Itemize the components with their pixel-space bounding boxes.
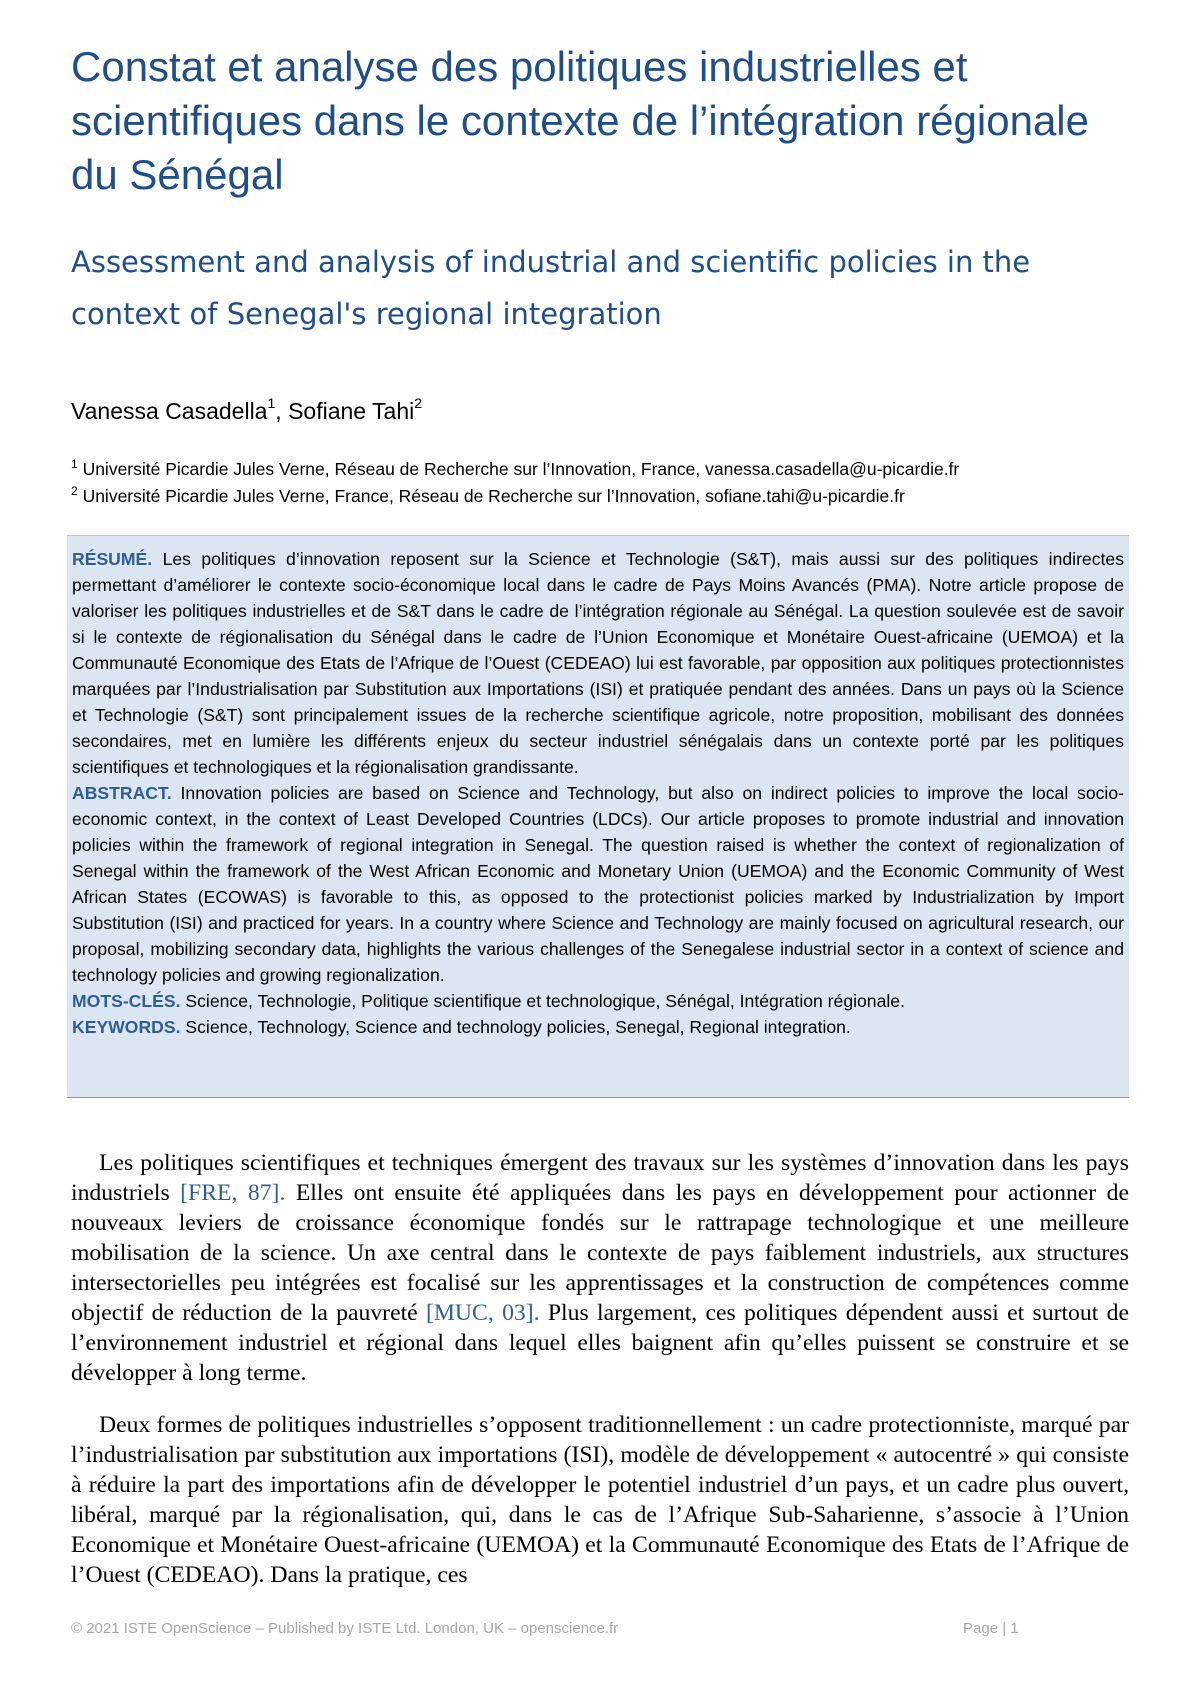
- affiliation-text: Université Picardie Jules Verne, France, Réseau de Recherche sur l’Innovation, sofiane.tahi@u-picardie.fr: [82, 486, 905, 506]
- affiliation-text: Université Picardie Jules Verne, Réseau de Recherche sur l’Innovation, France, vanessa.casadella@u-picardie.fr: [82, 459, 960, 479]
- author-name: Vanessa Casadella: [71, 398, 268, 424]
- keywords-label: KEYWORDS.: [72, 1017, 181, 1037]
- abstract-label: ABSTRACT.: [72, 783, 172, 803]
- motscles-paragraph: [72, 988, 1124, 1014]
- page-title: Constat et analyse des politiques industrielles et scientifiques dans le contexte de l’intégration régionale du Sénégal: [71, 43, 1089, 198]
- keywords-paragraph: [72, 1014, 1124, 1040]
- author-affiliation-mark: 1: [267, 395, 276, 411]
- affiliation-mark: 1: [71, 457, 78, 471]
- citation-link[interactable]: [MUC, 03].: [425, 1300, 540, 1326]
- author-line: [71, 396, 422, 426]
- footer-page-number: Page | 1: [963, 1620, 1019, 1637]
- affiliation-2: [71, 485, 905, 507]
- affiliation-mark: 2: [71, 484, 78, 498]
- abstract-box: [67, 535, 1129, 1098]
- body-text: Les politiques scientifiques et techniques émergent des travaux sur les systèmes d’innovation dans les pays industriels: [71, 1150, 1129, 1206]
- author-separator: ,: [275, 398, 289, 424]
- citation-link[interactable]: [FRE, 87].: [180, 1180, 286, 1206]
- body-text: Plus largement, ces politiques dépendent aussi et surtout de l’environnement industriel et régional dans lequel elles baignent afin qu’elles puissent se construire et se développer à long terme.: [71, 1300, 1129, 1386]
- resume-paragraph: [72, 546, 1124, 780]
- affiliation-1: [71, 458, 959, 480]
- footer-copyright: © 2021 ISTE OpenScience – Published by ISTE Ltd. London, UK – openscience.fr: [71, 1620, 619, 1637]
- motscles-text: Science, Technologie, Politique scientifique et technologique, Sénégal, Intégration régionale.: [180, 991, 905, 1011]
- abstract-text: Innovation policies are based on Science and Technology, but also on indirect policies to improve the local socio-economic context, in the context of Least Developed Countries (LDCs). Our article proposes to promote industrial and innovation policies within the framework of regional integration in Senegal. The question raised is whether the context of regionalization of Senegal within the framework of the West African Economic and Monetary Union (UEMOA) and the Economic Community of West African States (ECOWAS) is favorable to this, as opposed to the protectionist policies marked by Industrialization by Import Substitution (ISI) and practiced for years. In a country where Science and Technology are mainly focused on agricultural research, our proposal, mobilizing secondary data, highlights the various challenges of the Senegalese industrial sector in a context of science and technology policies and growing regionalization.: [72, 783, 1124, 985]
- abstract-paragraph: [72, 780, 1124, 988]
- body-paragraph-1: [71, 1148, 1129, 1388]
- resume-label: RÉSUMÉ.: [72, 549, 153, 569]
- keywords-text: Science, Technology, Science and technology policies, Senegal, Regional integration.: [180, 1017, 851, 1037]
- resume-text: Les politiques d’innovation reposent sur la Science et Technologie (S&T), mais aussi sur des politiques indirectes permettant d’améliorer le contexte socio-économique local dans le cadre de Pays Moins Avancés (PMA). Notre article propose de valoriser les politiques industrielles et de S&T dans le cadre de l’intégration régionale au Sénégal. La question soulevée est de savoir si le contexte de régionalisation du Sénégal dans le cadre de l’Union Economique et Monétaire Ouest-africaine (UEMOA) et la Communauté Economique des Etats de l’Afrique de l’Ouest (CEDEAO) lui est favorable, par opposition aux politiques protectionnistes marquées par l’Industrialisation par Substitution aux Importations (ISI) et pratiquée pendant des années. Dans un pays où la Science et Technologie (S&T) sont principalement issues de la recherche scientifique agricole, notre proposition, mobilisant des données secondaires, met en lumière les différents enjeux du secteur industriel sénégalais dans un contexte porté par les politiques scientifiques et technologiques et la régionalisation grandissante.: [72, 549, 1124, 777]
- author-name: Sofiane Tahi: [288, 398, 415, 424]
- motscles-label: MOTS-CLÉS.: [72, 991, 181, 1011]
- body-text: Elles ont ensuite été appliquées dans les pays en développement pour actionner de nouveaux leviers de croissance économique fondés sur le rattrapage technologique et une meilleure mobilisation de la science. Un axe central dans le contexte de pays faiblement industriels, aux structures intersectorielles peu intégrées est focalisé sur les apprentissages et la construction de compétences comme objectif de réduction de la pauvreté: [71, 1180, 1129, 1326]
- body-paragraph-2: Deux formes de politiques industrielles s’opposent traditionnellement : un cadre protectionniste, marqué par l’industrialisation par substitution aux importations (ISI), modèle de développement « autocentré » qui consiste à réduire la part des importations afin de développer le potentiel industriel d’un pays, et un cadre plus ouvert, libéral, marqué par la régionalisation, qui, dans le cas de l’Afrique Sub-Saharienne, s’associe à l’Union Economique et Monétaire Ouest-africaine (UEMOA) et la Communauté Economique des Etats de l’Afrique de l’Ouest (CEDEAO). Dans la pratique, ces: [71, 1412, 1129, 1588]
- author-affiliation-mark: 2: [414, 395, 423, 411]
- page-subtitle: Assessment and analysis of industrial and scientific policies in the context of Senegal's regional integration: [71, 245, 1031, 331]
